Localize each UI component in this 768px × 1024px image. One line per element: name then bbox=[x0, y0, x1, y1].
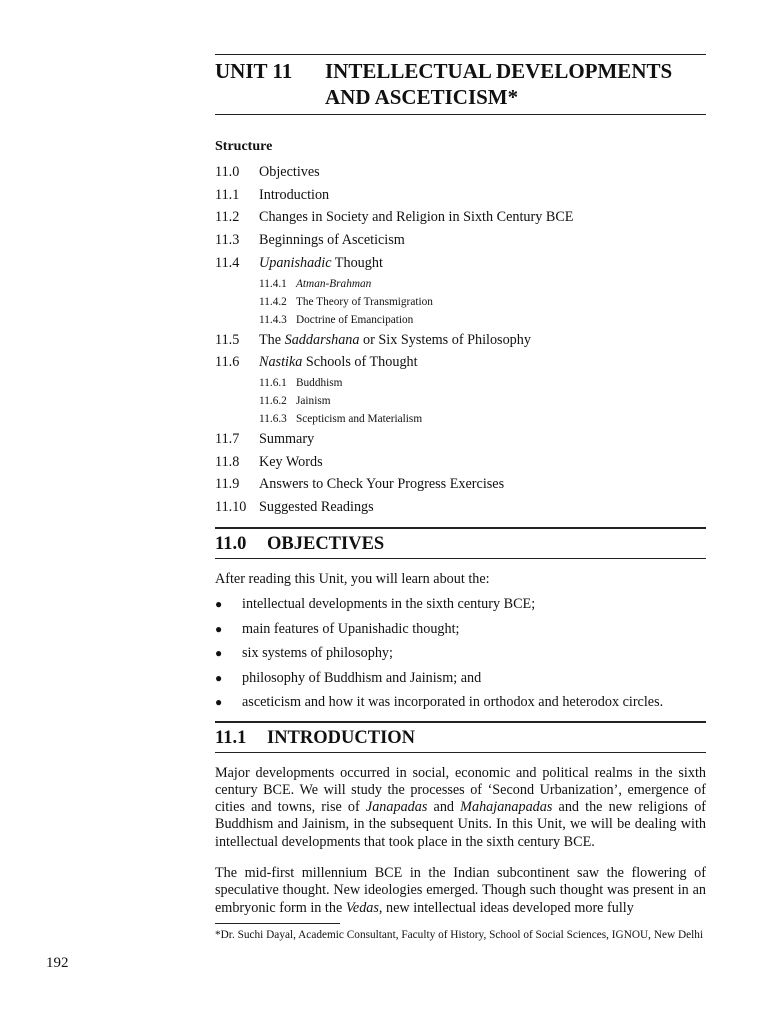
toc-label: Objectives bbox=[259, 164, 320, 180]
list-item-text: asceticism and how it was incorporated in orthodox and heterodox circles. bbox=[242, 694, 664, 711]
list-item bbox=[215, 641, 706, 666]
toc-number: 11.8 bbox=[215, 453, 240, 470]
toc-number: 11.0 bbox=[215, 164, 240, 180]
footnote: *Dr. Suchi Dayal, Academic Consultant, Faculty of History, School of Social Sciences, IGNOU, New Delhi bbox=[215, 928, 704, 941]
toc-item bbox=[215, 206, 706, 229]
intro-paragraph-2: The mid-first millennium BCE in the Indian subcontinent saw the flowering of speculative thought. New ideologies emerged. Though such thought was present in an embryonic form in the Vedas, new intellectual ideas developed more fully bbox=[215, 865, 706, 916]
toc-label: Beginnings of Asceticism bbox=[259, 232, 405, 249]
toc-number: 11.4.2 bbox=[259, 295, 287, 308]
page-number: 192 bbox=[46, 955, 69, 971]
section-title: OBJECTIVES bbox=[267, 533, 385, 554]
toc-number: 11.4 bbox=[215, 254, 240, 271]
section-rule bbox=[215, 752, 706, 753]
toc-number: 11.5 bbox=[215, 331, 240, 348]
toc-item bbox=[215, 428, 706, 451]
list-item bbox=[215, 592, 706, 617]
toc-number: 11.6.2 bbox=[259, 394, 287, 407]
introduction-heading bbox=[215, 721, 706, 753]
toc-label: The Theory of Transmigration bbox=[296, 295, 433, 308]
list-item bbox=[215, 617, 706, 642]
bullet-icon: ● bbox=[215, 695, 223, 710]
objectives-heading bbox=[215, 527, 706, 559]
list-item-text: six systems of philosophy; bbox=[242, 645, 393, 662]
toc-item bbox=[215, 496, 706, 519]
toc-item bbox=[215, 329, 706, 352]
toc-number: 11.2 bbox=[215, 209, 240, 226]
section-number: 11.1 bbox=[215, 727, 247, 748]
toc-label: Changes in Society and Religion in Sixth Century BCE bbox=[259, 209, 574, 226]
list-item-text: main features of Upanishadic thought; bbox=[242, 620, 460, 637]
unit-heading bbox=[215, 55, 706, 114]
objectives-lead: After reading this Unit, you will learn about the: bbox=[215, 570, 490, 587]
structure-label: Structure bbox=[215, 139, 273, 154]
page-content bbox=[215, 54, 706, 943]
toc-number: 11.9 bbox=[215, 476, 240, 493]
toc-item bbox=[215, 252, 706, 275]
toc-item bbox=[215, 229, 706, 252]
list-item bbox=[215, 666, 706, 691]
toc-label: Buddhism bbox=[296, 376, 343, 389]
unit-title-line1: INTELLECTUAL DEVELOPMENTS bbox=[325, 59, 673, 83]
bullet-icon: ● bbox=[215, 670, 223, 685]
toc-label: Introduction bbox=[259, 186, 330, 203]
unit-title-line2: AND ASCETICISM* bbox=[325, 85, 519, 109]
toc-number: 11.4.1 bbox=[259, 277, 287, 290]
toc-item bbox=[215, 351, 706, 374]
toc-subitem bbox=[215, 293, 706, 311]
toc-subitem bbox=[215, 392, 706, 410]
toc-number: 11.7 bbox=[215, 430, 240, 447]
table-of-contents bbox=[215, 161, 706, 519]
toc-item bbox=[215, 184, 706, 207]
toc-subitem bbox=[215, 410, 706, 428]
toc-label: Atman-Brahman bbox=[296, 277, 372, 290]
list-item bbox=[215, 690, 706, 715]
toc-number: 11.6.3 bbox=[259, 412, 287, 425]
bullet-icon: ● bbox=[215, 621, 223, 636]
toc-number: 11.1 bbox=[215, 186, 240, 203]
section-title: INTRODUCTION bbox=[267, 727, 416, 748]
list-item-text: philosophy of Buddhism and Jainism; and bbox=[242, 669, 482, 686]
toc-label: Answers to Check Your Progress Exercises bbox=[259, 476, 505, 493]
toc-label: Jainism bbox=[296, 394, 331, 407]
section-rule bbox=[215, 558, 706, 559]
footnote-rule bbox=[215, 923, 340, 924]
toc-subitem bbox=[215, 311, 706, 329]
toc-label: Key Words bbox=[259, 453, 323, 470]
objectives-list bbox=[215, 592, 706, 715]
section-number: 11.0 bbox=[215, 533, 247, 554]
toc-subitem bbox=[215, 275, 706, 293]
toc-number: 11.4.3 bbox=[259, 313, 287, 326]
toc-number: 11.10 bbox=[215, 499, 247, 516]
toc-number: 11.3 bbox=[215, 232, 240, 249]
toc-item bbox=[215, 161, 706, 184]
toc-label: Upanishadic Thought bbox=[259, 254, 383, 271]
bullet-icon: ● bbox=[215, 597, 223, 612]
toc-label: Nastika Schools of Thought bbox=[259, 354, 418, 371]
toc-label: Doctrine of Emancipation bbox=[296, 313, 414, 326]
toc-item bbox=[215, 451, 706, 474]
toc-label: Scepticism and Materialism bbox=[296, 412, 423, 425]
toc-item bbox=[215, 473, 706, 496]
list-item-text: intellectual developments in the sixth century BCE; bbox=[242, 596, 536, 613]
unit-number: UNIT 11 bbox=[215, 59, 293, 83]
header-bottom-rule bbox=[215, 114, 706, 115]
unit-title bbox=[325, 58, 706, 110]
toc-number: 11.6.1 bbox=[259, 376, 287, 389]
toc-subitem bbox=[215, 374, 706, 392]
toc-label: Suggested Readings bbox=[259, 499, 374, 516]
toc-label: The Saddarshana or Six Systems of Philosophy bbox=[259, 331, 531, 348]
intro-paragraph-1: Major developments occurred in social, economic and political realms in the sixth century BCE. We will study the processes of ‘Second Urbanization’, emergence of cities and towns, rise of Janapadas and Mahajanapadas and the new religions of Buddhism and Jainism, in the subsequent Units. In this Unit, we will be dealing with intellectual developments that took place in the sixth century BCE. bbox=[215, 764, 707, 850]
bullet-icon: ● bbox=[215, 646, 223, 661]
toc-number: 11.6 bbox=[215, 354, 240, 371]
toc-label: Summary bbox=[259, 430, 315, 447]
